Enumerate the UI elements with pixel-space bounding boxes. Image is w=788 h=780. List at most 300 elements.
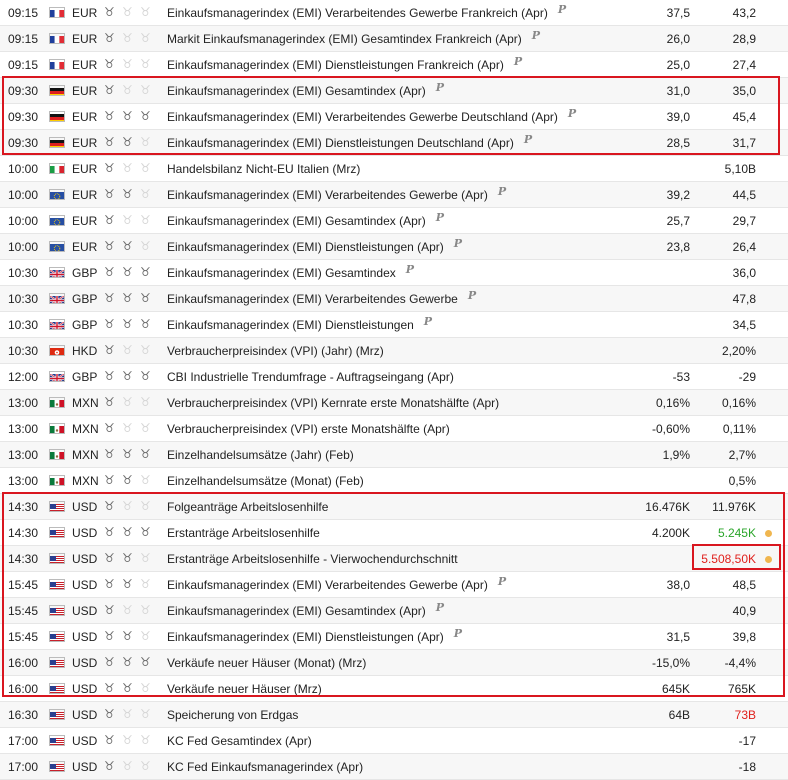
event-title[interactable] xyxy=(167,338,637,364)
event-time: 17:00 xyxy=(8,734,39,748)
bull-icon: ♉ xyxy=(140,655,151,669)
importance-rating xyxy=(104,728,160,754)
bull-icon: ♉ xyxy=(122,421,133,435)
bull-icon: ♉ xyxy=(104,603,115,617)
event-title-text: Einzelhandelsumsätze (Jahr) (Feb) xyxy=(167,448,354,462)
flag-us-icon xyxy=(49,501,65,512)
table-row[interactable] xyxy=(0,650,788,676)
bull-icon: ♉ xyxy=(140,57,151,71)
event-title[interactable] xyxy=(167,624,637,650)
importance-rating xyxy=(104,494,160,520)
table-row[interactable] xyxy=(0,286,788,312)
table-row[interactable] xyxy=(0,130,788,156)
importance-rating xyxy=(104,754,160,780)
bull-icon: ♉ xyxy=(140,395,151,409)
forecast-value: 39,0 xyxy=(666,110,690,124)
bull-icon: ♉ xyxy=(140,629,151,643)
table-row[interactable] xyxy=(0,416,788,442)
bull-icon: ♉ xyxy=(140,239,151,253)
table-row[interactable] xyxy=(0,728,788,754)
event-title[interactable] xyxy=(167,234,637,260)
event-time: 10:00 xyxy=(8,240,39,254)
bull-icon: ♉ xyxy=(104,421,115,435)
bull-icon: ♉ xyxy=(122,343,133,357)
bull-icon: ♉ xyxy=(104,239,115,253)
event-title[interactable] xyxy=(167,546,637,572)
preliminary-badge: P xyxy=(423,315,433,328)
forecast-value xyxy=(590,338,690,364)
currency-code: GBP xyxy=(72,292,98,306)
bull-icon: ♉ xyxy=(122,707,133,721)
bull-icon: ♉ xyxy=(122,681,133,695)
bull-icon: ♉ xyxy=(140,525,151,539)
bull-icon: ♉ xyxy=(122,31,133,45)
flag-us-icon xyxy=(49,553,65,564)
bull-icon: ♉ xyxy=(140,473,151,487)
event-title-text: Einkaufsmanagerindex (EMI) Dienstleistungen Frankreich (Apr) xyxy=(167,58,504,72)
event-time: 09:30 xyxy=(8,110,39,124)
importance-rating xyxy=(104,702,160,728)
bull-icon: ♉ xyxy=(104,83,115,97)
flag-mx-icon xyxy=(49,475,65,486)
currency-code: USD xyxy=(72,760,98,774)
table-row[interactable] xyxy=(0,494,788,520)
event-time: 09:15 xyxy=(8,6,39,20)
previous-value: 45,4 xyxy=(732,110,756,124)
importance-rating xyxy=(104,130,160,156)
table-row[interactable] xyxy=(0,624,788,650)
bull-icon: ♉ xyxy=(122,135,133,149)
event-title[interactable] xyxy=(167,130,637,156)
event-title-text: Einkaufsmanagerindex (EMI) Gesamtindex (Apr) xyxy=(167,604,426,618)
flag-gb-icon xyxy=(49,267,65,278)
previous-value: 0,5% xyxy=(728,474,756,488)
bull-icon: ♉ xyxy=(104,759,115,773)
previous-value: 765K xyxy=(727,682,756,696)
currency-code: USD xyxy=(72,500,98,514)
bull-icon: ♉ xyxy=(140,447,151,461)
currency-code: EUR xyxy=(72,84,98,98)
table-row[interactable] xyxy=(0,702,788,728)
previous-value: 40,9 xyxy=(732,604,756,618)
table-row[interactable] xyxy=(0,442,788,468)
importance-rating xyxy=(104,572,160,598)
currency-code: MXN xyxy=(72,474,99,488)
event-title-text: Verbraucherpreisindex (VPI) (Jahr) (Mrz) xyxy=(167,344,384,358)
bull-icon: ♉ xyxy=(104,577,115,591)
event-title[interactable] xyxy=(167,728,637,754)
event-title[interactable] xyxy=(167,286,637,312)
forecast-value xyxy=(590,728,690,754)
bull-icon: ♉ xyxy=(104,473,115,487)
table-row[interactable] xyxy=(0,182,788,208)
currency-code: USD xyxy=(72,578,98,592)
event-title-text: Verbraucherpreisindex (VPI) erste Monatshälfte (Apr) xyxy=(167,422,450,436)
bull-icon: ♉ xyxy=(104,291,115,305)
bull-icon: ♉ xyxy=(104,161,115,175)
currency-code: USD xyxy=(72,656,98,670)
table-row[interactable] xyxy=(0,26,788,52)
flag-us-icon xyxy=(49,527,65,538)
table-row[interactable] xyxy=(0,546,788,572)
event-title[interactable] xyxy=(167,442,637,468)
forecast-value: 26,0 xyxy=(666,32,690,46)
flag-us-icon xyxy=(49,631,65,642)
bull-icon: ♉ xyxy=(104,31,115,45)
previous-value: 0,11% xyxy=(722,422,756,436)
flag-us-icon xyxy=(49,735,65,746)
forecast-value: 25,7 xyxy=(666,214,690,228)
currency-code: EUR xyxy=(72,162,98,176)
table-row[interactable] xyxy=(0,572,788,598)
flag-us-icon xyxy=(49,657,65,668)
importance-rating xyxy=(104,546,160,572)
event-title[interactable] xyxy=(167,754,637,780)
previous-value: 29,7 xyxy=(732,214,756,228)
table-row[interactable] xyxy=(0,234,788,260)
forecast-value: -15,0% xyxy=(651,656,690,670)
previous-value: 35,0 xyxy=(732,84,756,98)
previous-value: 73B xyxy=(734,708,756,722)
bull-icon: ♉ xyxy=(104,499,115,513)
event-title[interactable] xyxy=(167,78,637,104)
table-row[interactable] xyxy=(0,0,788,26)
currency-code: EUR xyxy=(72,240,98,254)
preliminary-badge: P xyxy=(467,289,477,302)
forecast-value xyxy=(590,598,690,624)
event-title[interactable] xyxy=(167,104,637,130)
flag-eu-icon xyxy=(49,215,65,226)
forecast-value: -0,60% xyxy=(651,422,690,436)
flag-fr-icon xyxy=(49,59,65,70)
previous-value: 0,16% xyxy=(721,396,756,410)
currency-code: GBP xyxy=(72,370,98,384)
event-time: 09:15 xyxy=(8,32,39,46)
event-title-text: Folgeanträge Arbeitslosenhilfe xyxy=(167,500,329,514)
bull-icon: ♉ xyxy=(122,83,133,97)
bull-icon: ♉ xyxy=(140,291,151,305)
event-title[interactable] xyxy=(167,650,637,676)
flag-us-icon xyxy=(49,683,65,694)
forecast-value: 645K xyxy=(661,682,690,696)
event-title[interactable] xyxy=(167,390,637,416)
event-time: 10:30 xyxy=(8,292,39,306)
table-row[interactable] xyxy=(0,208,788,234)
forecast-value xyxy=(590,312,690,338)
bull-icon: ♉ xyxy=(122,291,133,305)
event-title-text: Einkaufsmanagerindex (EMI) Gesamtindex (Apr) xyxy=(167,84,426,98)
bull-icon: ♉ xyxy=(140,603,151,617)
forecast-value xyxy=(590,754,690,780)
forecast-value: 64B xyxy=(668,708,690,722)
table-row[interactable] xyxy=(0,52,788,78)
importance-rating xyxy=(104,286,160,312)
previous-value: 44,5 xyxy=(732,188,756,202)
bull-icon: ♉ xyxy=(104,135,115,149)
event-title-text: Einzelhandelsumsätze (Monat) (Feb) xyxy=(167,474,364,488)
bull-icon: ♉ xyxy=(122,187,133,201)
table-row[interactable] xyxy=(0,78,788,104)
event-title-text: Speicherung von Erdgas xyxy=(167,708,299,722)
event-time: 16:00 xyxy=(8,682,39,696)
event-title[interactable] xyxy=(167,494,637,520)
event-time: 09:15 xyxy=(8,58,39,72)
event-title[interactable] xyxy=(167,416,637,442)
bull-icon: ♉ xyxy=(122,525,133,539)
bull-icon: ♉ xyxy=(140,369,151,383)
importance-rating xyxy=(104,104,160,130)
flag-us-icon xyxy=(49,709,65,720)
importance-rating xyxy=(104,208,160,234)
preliminary-badge: P xyxy=(405,263,415,276)
bull-icon: ♉ xyxy=(122,655,133,669)
previous-value: 5.508,50K xyxy=(701,552,756,566)
currency-code: HKD xyxy=(72,344,98,358)
importance-rating xyxy=(104,520,160,546)
bull-icon: ♉ xyxy=(140,31,151,45)
previous-value: 11.976K xyxy=(712,500,756,514)
bull-icon: ♉ xyxy=(122,265,133,279)
event-time: 16:00 xyxy=(8,656,39,670)
bull-icon: ♉ xyxy=(122,447,133,461)
event-time: 16:30 xyxy=(8,708,39,722)
event-title[interactable] xyxy=(167,364,637,390)
previous-value: 2,7% xyxy=(728,448,756,462)
importance-rating xyxy=(104,442,160,468)
forecast-value: 31,5 xyxy=(666,630,690,644)
previous-value: 5,10B xyxy=(724,162,756,176)
revision-dot-icon xyxy=(765,530,772,537)
flag-gb-icon xyxy=(49,371,65,382)
previous-value: 34,5 xyxy=(732,318,756,332)
event-title-text: Einkaufsmanagerindex (EMI) Dienstleistungen Deutschland (Apr) xyxy=(167,136,514,150)
event-time: 15:45 xyxy=(8,630,39,644)
event-time: 14:30 xyxy=(8,552,39,566)
event-time: 13:00 xyxy=(8,422,39,436)
event-title[interactable] xyxy=(167,26,637,52)
previous-value: 47,8 xyxy=(732,292,756,306)
table-row[interactable] xyxy=(0,676,788,702)
bull-icon: ♉ xyxy=(104,525,115,539)
bull-icon: ♉ xyxy=(140,135,151,149)
table-row[interactable] xyxy=(0,260,788,286)
event-title-text: Verkäufe neuer Häuser (Monat) (Mrz) xyxy=(167,656,367,670)
forecast-value: 28,5 xyxy=(666,136,690,150)
flag-it-icon xyxy=(49,163,65,174)
bull-icon: ♉ xyxy=(140,5,151,19)
table-row[interactable] xyxy=(0,390,788,416)
bull-icon: ♉ xyxy=(122,473,133,487)
bull-icon: ♉ xyxy=(122,395,133,409)
forecast-value xyxy=(590,468,690,494)
table-row[interactable] xyxy=(0,468,788,494)
flag-mx-icon xyxy=(49,397,65,408)
event-title-text: Einkaufsmanagerindex (EMI) Verarbeitendes Gewerbe Frankreich (Apr) xyxy=(167,6,548,20)
event-title-text: Markit Einkaufsmanagerindex (EMI) Gesamtindex Frankreich (Apr) xyxy=(167,32,522,46)
event-title[interactable] xyxy=(167,208,637,234)
event-title-text: Einkaufsmanagerindex (EMI) Dienstleistungen xyxy=(167,318,414,332)
event-title[interactable] xyxy=(167,312,637,338)
currency-code: EUR xyxy=(72,110,98,124)
flag-eu-icon xyxy=(49,241,65,252)
table-row[interactable] xyxy=(0,598,788,624)
previous-value: -17 xyxy=(738,734,756,748)
event-time: 09:30 xyxy=(8,84,39,98)
forecast-value: 4.200K xyxy=(651,526,690,540)
table-row[interactable] xyxy=(0,754,788,780)
flag-fr-icon xyxy=(49,33,65,44)
event-title[interactable] xyxy=(167,260,637,286)
event-title[interactable] xyxy=(167,702,637,728)
forecast-value xyxy=(590,286,690,312)
bull-icon: ♉ xyxy=(140,499,151,513)
forecast-value xyxy=(590,156,690,182)
forecast-value: 38,0 xyxy=(666,578,690,592)
event-title-text: Einkaufsmanagerindex (EMI) Dienstleistungen (Apr) xyxy=(167,240,444,254)
bull-icon: ♉ xyxy=(122,57,133,71)
currency-code: USD xyxy=(72,630,98,644)
event-time: 15:45 xyxy=(8,578,39,592)
bull-icon: ♉ xyxy=(140,421,151,435)
preliminary-badge: P xyxy=(435,81,445,94)
currency-code: MXN xyxy=(72,396,99,410)
importance-rating xyxy=(104,234,160,260)
bull-icon: ♉ xyxy=(140,187,151,201)
event-title[interactable] xyxy=(167,572,637,598)
bull-icon: ♉ xyxy=(122,759,133,773)
flag-gb-icon xyxy=(49,293,65,304)
forecast-value: 0,16% xyxy=(655,396,690,410)
importance-rating xyxy=(104,156,160,182)
bull-icon: ♉ xyxy=(122,317,133,331)
bull-icon: ♉ xyxy=(104,317,115,331)
currency-code: EUR xyxy=(72,32,98,46)
bull-icon: ♉ xyxy=(122,629,133,643)
event-time: 13:00 xyxy=(8,448,39,462)
bull-icon: ♉ xyxy=(140,109,151,123)
forecast-value: 16.476K xyxy=(645,500,690,514)
preliminary-badge: P xyxy=(453,627,463,640)
bull-icon: ♉ xyxy=(104,681,115,695)
flag-eu-icon xyxy=(49,189,65,200)
currency-code: USD xyxy=(72,708,98,722)
table-row[interactable] xyxy=(0,338,788,364)
flag-mx-icon xyxy=(49,449,65,460)
event-title-text: Verbraucherpreisindex (VPI) Kernrate erste Monatshälfte (Apr) xyxy=(167,396,500,410)
bull-icon: ♉ xyxy=(104,109,115,123)
importance-rating xyxy=(104,52,160,78)
importance-rating xyxy=(104,676,160,702)
previous-value: -29 xyxy=(738,370,756,384)
preliminary-badge: P xyxy=(557,3,567,16)
table-row[interactable] xyxy=(0,104,788,130)
event-title-text: Einkaufsmanagerindex (EMI) Dienstleistungen (Apr) xyxy=(167,630,444,644)
previous-value: 43,2 xyxy=(732,6,756,20)
previous-value: 31,7 xyxy=(732,136,756,150)
event-title[interactable] xyxy=(167,520,637,546)
previous-value: -4,4% xyxy=(724,656,756,670)
bull-icon: ♉ xyxy=(122,551,133,565)
currency-code: USD xyxy=(72,552,98,566)
table-row[interactable] xyxy=(0,520,788,546)
forecast-value: 1,9% xyxy=(662,448,690,462)
bull-icon: ♉ xyxy=(104,707,115,721)
importance-rating xyxy=(104,338,160,364)
bull-icon: ♉ xyxy=(122,161,133,175)
bull-icon: ♉ xyxy=(104,187,115,201)
event-title[interactable] xyxy=(167,598,637,624)
forecast-value: 31,0 xyxy=(666,84,690,98)
forecast-value: 37,5 xyxy=(666,6,690,20)
table-row[interactable] xyxy=(0,156,788,182)
bull-icon: ♉ xyxy=(140,161,151,175)
flag-gb-icon xyxy=(49,319,65,330)
event-title-text: Einkaufsmanagerindex (EMI) Verarbeitendes Gewerbe xyxy=(167,292,458,306)
event-title[interactable] xyxy=(167,0,637,26)
flag-mx-icon xyxy=(49,423,65,434)
importance-rating xyxy=(104,364,160,390)
event-title-text: Erstanträge Arbeitslosenhilfe - Vierwochendurchschnitt xyxy=(167,552,458,566)
event-title-text: Verkäufe neuer Häuser (Mrz) xyxy=(167,682,322,696)
event-time: 13:00 xyxy=(8,474,39,488)
event-title-text: Einkaufsmanagerindex (EMI) Verarbeitendes Gewerbe Deutschland (Apr) xyxy=(167,110,558,124)
event-title[interactable] xyxy=(167,676,637,702)
previous-value: 2,20% xyxy=(721,344,756,358)
bull-icon: ♉ xyxy=(122,603,133,617)
table-row[interactable] xyxy=(0,312,788,338)
importance-rating xyxy=(104,598,160,624)
event-time: 14:30 xyxy=(8,500,39,514)
event-title-text: KC Fed Gesamtindex (Apr) xyxy=(167,734,312,748)
importance-rating xyxy=(104,26,160,52)
event-title[interactable] xyxy=(167,156,637,182)
forecast-value: -53 xyxy=(672,370,690,384)
forecast-value: 25,0 xyxy=(666,58,690,72)
preliminary-badge: P xyxy=(435,601,445,614)
event-title[interactable] xyxy=(167,468,637,494)
table-row[interactable] xyxy=(0,364,788,390)
flag-us-icon xyxy=(49,605,65,616)
currency-code: USD xyxy=(72,526,98,540)
flag-fr-icon xyxy=(49,7,65,18)
previous-value: 26,4 xyxy=(732,240,756,254)
preliminary-badge: P xyxy=(497,185,507,198)
currency-code: EUR xyxy=(72,136,98,150)
event-time: 13:00 xyxy=(8,396,39,410)
importance-rating xyxy=(104,468,160,494)
bull-icon: ♉ xyxy=(140,83,151,97)
bull-icon: ♉ xyxy=(140,733,151,747)
event-time: 10:30 xyxy=(8,344,39,358)
event-title-text: CBI Industrielle Trendumfrage - Auftragseingang (Apr) xyxy=(167,370,454,384)
bull-icon: ♉ xyxy=(104,5,115,19)
event-time: 10:00 xyxy=(8,214,39,228)
event-title-text: Einkaufsmanagerindex (EMI) Verarbeitendes Gewerbe (Apr) xyxy=(167,578,488,592)
event-title[interactable] xyxy=(167,52,637,78)
event-title-text: Erstanträge Arbeitslosenhilfe xyxy=(167,526,320,540)
currency-code: USD xyxy=(72,682,98,696)
preliminary-badge: P xyxy=(531,29,541,42)
event-title[interactable] xyxy=(167,182,637,208)
event-time: 10:00 xyxy=(8,188,39,202)
bull-icon: ♉ xyxy=(140,317,151,331)
previous-value: 48,5 xyxy=(732,578,756,592)
preliminary-badge: P xyxy=(523,133,533,146)
currency-code: GBP xyxy=(72,266,98,280)
flag-de-icon xyxy=(49,137,65,148)
currency-code: MXN xyxy=(72,422,99,436)
currency-code: USD xyxy=(72,604,98,618)
